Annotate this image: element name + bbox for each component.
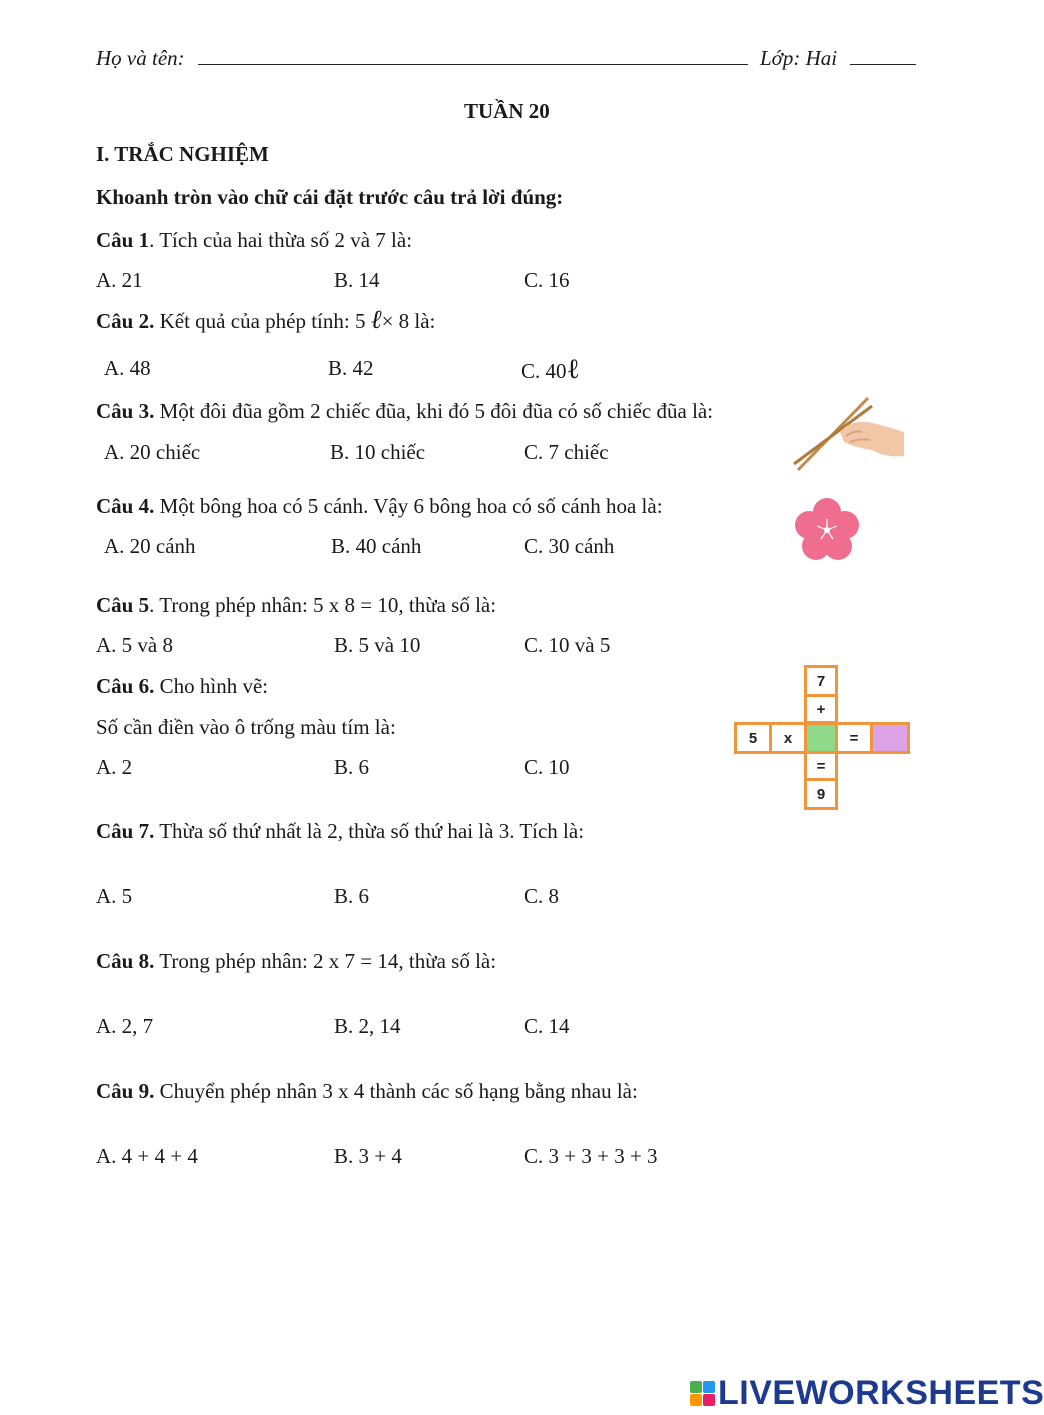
question-text: Kết quả của phép tính: 5 bbox=[154, 309, 371, 333]
q9-option-c[interactable]: C. 3 + 3 + 3 + 3 bbox=[524, 1144, 658, 1168]
puzzle-cell-bottom: 9 bbox=[804, 778, 838, 810]
q8-option-b[interactable]: B. 2, 14 bbox=[334, 1014, 401, 1038]
question-text: Thừa số thứ nhất là 2, thừa số thứ hai là 3. Tích là: bbox=[154, 819, 585, 843]
q2-option-b[interactable]: B. 42 bbox=[328, 356, 374, 380]
question-text-end: × 8 là: bbox=[381, 309, 436, 333]
question-5 bbox=[96, 593, 496, 618]
q3-option-a[interactable]: A. 20 chiếc bbox=[104, 440, 201, 464]
question-label: Câu 8. bbox=[96, 949, 155, 973]
question-3 bbox=[96, 399, 713, 424]
q5-option-b[interactable]: B. 5 và 10 bbox=[334, 633, 421, 657]
class-row bbox=[760, 46, 916, 71]
student-name-row bbox=[96, 46, 748, 71]
question-7 bbox=[96, 819, 584, 844]
question-text: Chuyển phép nhân 3 x 4 thành các số hạng bằng nhau là: bbox=[154, 1079, 638, 1103]
question-6 bbox=[96, 674, 268, 699]
q6-option-c[interactable]: C. 10 bbox=[524, 755, 570, 779]
puzzle-cell-times: x bbox=[769, 722, 807, 754]
name-blank[interactable] bbox=[198, 46, 748, 65]
section-heading: I. TRẮC NGHIỆM bbox=[96, 142, 269, 166]
liter-symbol: ℓ bbox=[370, 305, 382, 335]
question-1 bbox=[96, 228, 412, 253]
puzzle-cell-top: 7 bbox=[804, 665, 838, 697]
question-text: Một đôi đũa gồm 2 chiếc đũa, khi đó 5 đôi đũa có số chiếc đũa là: bbox=[154, 399, 714, 423]
puzzle-cell-green-blank[interactable] bbox=[804, 722, 838, 754]
question-text: Cho hình vẽ: bbox=[154, 674, 269, 698]
q7-option-c[interactable]: C. 8 bbox=[524, 884, 560, 908]
q1-option-a[interactable]: A. 21 bbox=[96, 268, 143, 292]
class-label: Lớp: Hai bbox=[760, 46, 838, 70]
q7-option-b[interactable]: B. 6 bbox=[334, 884, 370, 908]
question-label: Câu 7. bbox=[96, 819, 155, 843]
q1-option-c[interactable]: C. 16 bbox=[524, 268, 570, 292]
flower-image bbox=[793, 497, 861, 561]
question-9 bbox=[96, 1079, 638, 1104]
q3-option-c[interactable]: C. 7 chiếc bbox=[524, 440, 609, 464]
puzzle-cell-equals-h: = bbox=[835, 722, 873, 754]
puzzle-cell-left: 5 bbox=[734, 722, 772, 754]
question-label: Câu 9. bbox=[96, 1079, 155, 1103]
question-2 bbox=[96, 305, 435, 335]
q9-option-a[interactable]: A. 4 + 4 + 4 bbox=[96, 1144, 198, 1168]
q7-option-a[interactable]: A. 5 bbox=[96, 884, 133, 908]
puzzle-cell-plus: + bbox=[804, 694, 838, 724]
question-label: Câu 5 bbox=[96, 593, 150, 617]
question-label: Câu 6. bbox=[96, 674, 155, 698]
option-text: C. 40 bbox=[521, 359, 567, 383]
question-label: Câu 4. bbox=[96, 494, 155, 518]
question-text: . Tích của hai thừa số 2 và 7 là: bbox=[149, 228, 413, 252]
q2-option-a[interactable]: A. 48 bbox=[104, 356, 151, 380]
q6-option-a[interactable]: A. 2 bbox=[96, 755, 133, 779]
question-8 bbox=[96, 949, 496, 974]
puzzle-cell-purple-blank[interactable] bbox=[870, 722, 910, 754]
q5-option-c[interactable]: C. 10 và 5 bbox=[524, 633, 611, 657]
class-blank[interactable] bbox=[850, 46, 916, 65]
name-label: Họ và tên: bbox=[96, 46, 185, 70]
instruction: Khoanh tròn vào chữ cái đặt trước câu trả lời đúng: bbox=[96, 185, 564, 209]
q5-option-a[interactable]: A. 5 và 8 bbox=[96, 633, 173, 657]
q8-option-c[interactable]: C. 14 bbox=[524, 1014, 570, 1038]
q2-option-c[interactable] bbox=[521, 352, 580, 386]
liter-symbol: ℓ bbox=[566, 352, 580, 385]
q4-option-c[interactable]: C. 30 cánh bbox=[524, 534, 615, 558]
puzzle-cell-equals-v: = bbox=[804, 751, 838, 781]
q4-option-a[interactable]: A. 20 cánh bbox=[104, 534, 196, 558]
question-label: Câu 3. bbox=[96, 399, 155, 423]
q6-option-b[interactable]: B. 6 bbox=[334, 755, 370, 779]
q4-option-b[interactable]: B. 40 cánh bbox=[331, 534, 422, 558]
liveworksheets-logo: LIVEWORKSHEETS bbox=[718, 1374, 1044, 1412]
page-title: TUẦN 20 bbox=[464, 99, 550, 123]
question-text: . Trong phép nhân: 5 x 8 = 10, thừa số là: bbox=[149, 593, 497, 617]
chopsticks-image bbox=[790, 392, 908, 474]
question-text: Trong phép nhân: 2 x 7 = 14, thừa số là: bbox=[154, 949, 497, 973]
question-4 bbox=[96, 494, 663, 519]
q3-option-b[interactable]: B. 10 chiếc bbox=[330, 440, 426, 464]
liveworksheets-logo-icon bbox=[690, 1381, 716, 1407]
question-6-subtext: Số cần điền vào ô trống màu tím là: bbox=[96, 715, 396, 739]
question-label: Câu 2. bbox=[96, 309, 155, 333]
q1-option-b[interactable]: B. 14 bbox=[334, 268, 380, 292]
q9-option-b[interactable]: B. 3 + 4 bbox=[334, 1144, 402, 1168]
question-text: Một bông hoa có 5 cánh. Vậy 6 bông hoa có số cánh hoa là: bbox=[154, 494, 663, 518]
question-label: Câu 1 bbox=[96, 228, 150, 252]
q8-option-a[interactable]: A. 2, 7 bbox=[96, 1014, 154, 1038]
